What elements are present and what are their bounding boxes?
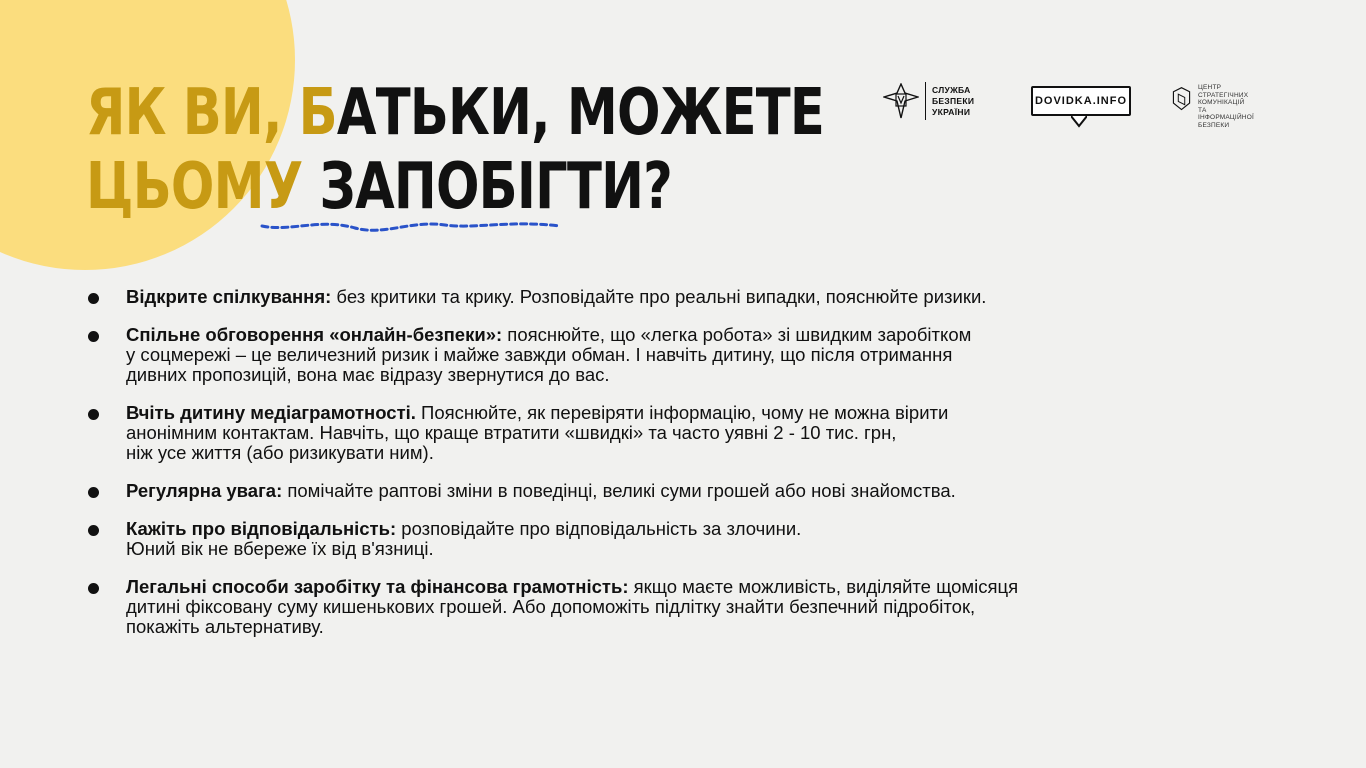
- list-item-text: помічайте раптові зміни в поведінці, великі суми грошей або нові знайомства.: [282, 480, 956, 501]
- advice-list: [88, 287, 1328, 655]
- list-item-heading: Вчіть дитину медіаграмотності.: [126, 402, 416, 423]
- title-line-2-rest: ЗАПОБІГТИ?: [319, 150, 673, 224]
- csk-logo-line: ЦЕНТР СТРАТЕГІЧНИХ: [1198, 84, 1249, 99]
- list-item-heading: Спільне обговорення «онлайн-безпеки»:: [126, 324, 503, 345]
- bullet-dot-icon: [88, 525, 99, 536]
- list-item: [88, 481, 1328, 501]
- csk-logo-text: [1198, 84, 1259, 129]
- list-item-text: ніж усе життя (або ризикувати ним).: [126, 442, 434, 463]
- ssu-logo-line: УКРАЇНИ: [932, 106, 971, 117]
- title-line-1-accent: ЯК ВИ, Б: [86, 76, 337, 150]
- list-item: [88, 287, 1328, 307]
- list-item-text: покажіть альтернативу.: [126, 616, 324, 637]
- ssu-logo-line: СЛУЖБА: [932, 84, 971, 95]
- ssu-emblem-icon: [883, 83, 919, 119]
- list-item-text: дивних пропозицій, вона має відразу звернутися до вас.: [126, 364, 610, 385]
- speech-bubble-tail-icon: [1071, 116, 1087, 128]
- list-item-heading: Легальні способи заробітку та фінансова грамотність:: [126, 576, 629, 597]
- title-line-2-accent: ЦЬОМУ: [86, 150, 320, 224]
- title-line-2: [86, 150, 824, 224]
- list-item-text: у соцмережі – це величезний ризик і майже завжди обман. І навчіть дитину, що після отримання: [126, 344, 953, 365]
- page-title: [86, 76, 824, 224]
- list-item-heading: Кажіть про відповідальність:: [126, 518, 397, 539]
- bullet-dot-icon: [88, 583, 99, 594]
- csk-logo-line: ТА ІНФОРМАЦІЙНОЇ: [1198, 106, 1254, 121]
- title-line-1-rest: АТЬКИ, МОЖЕТЕ: [336, 76, 825, 150]
- list-item-text: Пояснюйте, як перевіряти інформацію, чому не можна вірити: [415, 402, 949, 423]
- ssu-logo-divider: [925, 82, 926, 120]
- list-item-text: пояснюйте, що «легка робота» зі швидким заробітком: [502, 324, 972, 345]
- bullet-dot-icon: [88, 331, 99, 342]
- dovidka-logo: [1031, 86, 1131, 116]
- list-item: [88, 577, 1328, 637]
- squiggle-underline-icon: [260, 216, 565, 238]
- list-item-heading: Регулярна увага:: [126, 480, 283, 501]
- csk-logo-line: КОМУНІКАЦІЙ: [1198, 99, 1245, 106]
- csk-emblem-icon: [1171, 84, 1192, 114]
- list-item-heading: Відкрите спілкування:: [126, 286, 332, 307]
- list-item: [88, 403, 1328, 463]
- ssu-logo: [883, 82, 974, 120]
- title-line-1: [86, 76, 824, 150]
- csk-logo-line: БЕЗПЕКИ: [1198, 121, 1230, 129]
- list-item-text: Юний вік не вбереже їх від в'язниці.: [126, 538, 434, 559]
- csk-logo: [1171, 84, 1259, 129]
- ssu-logo-text: [932, 85, 974, 118]
- bullet-dot-icon: [88, 293, 99, 304]
- list-item-text: дитині фіксовану суму кишенькових грошей. Або допоможіть підлітку знайти безпечний підробіток,: [126, 596, 976, 617]
- bullet-dot-icon: [88, 409, 99, 420]
- list-item: [88, 519, 1328, 559]
- list-item-text: якщо маєте можливість, виділяйте щомісяця: [628, 576, 1019, 597]
- list-item-text: розповідайте про відповідальність за злочини.: [396, 518, 802, 539]
- list-item-text: без критики та крику. Розповідайте про реальні випадки, пояснюйте ризики.: [331, 286, 987, 307]
- list-item-text: анонімним контактам. Навчіть, що краще втратити «швидкі» та часто уявні 2 - 10 тис. грн,: [126, 422, 897, 443]
- dovidka-logo-text: DOVIDKA.INFO: [1034, 95, 1128, 107]
- ssu-logo-line: БЕЗПЕКИ: [932, 95, 975, 106]
- bullet-dot-icon: [88, 487, 99, 498]
- list-item: [88, 325, 1328, 385]
